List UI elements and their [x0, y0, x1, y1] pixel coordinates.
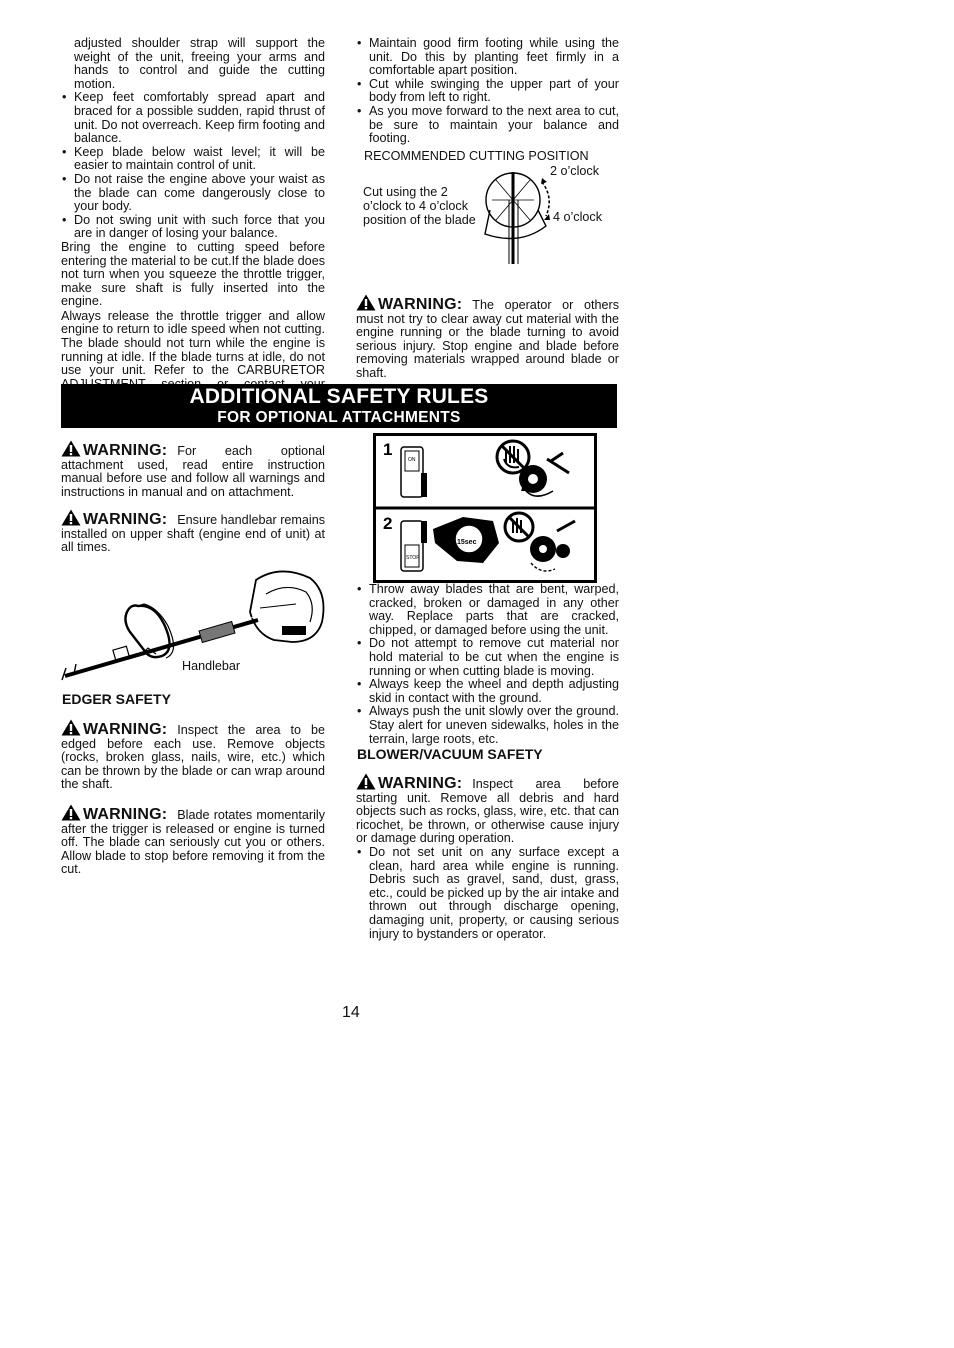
left-top-column [61, 37, 325, 405]
edger-safety-heading: EDGER SAFETY [62, 691, 171, 707]
cutting-position-caption: Cut using the 2 o’clock to 4 o’clock position of the blade [363, 185, 476, 227]
list-item: • Do not set unit on any surface except a clean, hard area while engine is running. Debris such as gravel, sand, dust, grass, etc., could be picked up by the air intake and thrown out through discharge opening, damaging unit, property, or causing serious injury to bystanders or operator. [356, 846, 619, 941]
footing-bullets [356, 37, 619, 146]
blower-vacuum-heading: BLOWER/VACUUM SAFETY [357, 746, 543, 762]
warning-label: WARNING: [83, 806, 168, 823]
two-oclock-label: 2 o’clock [550, 164, 599, 178]
cutting-position-title: RECOMMENDED CUTTING POSITION [364, 149, 589, 163]
warning-icon [61, 440, 81, 457]
attachment-warning [61, 440, 325, 499]
cutting-position-illustration [480, 160, 560, 268]
warning-label: WARNING: [83, 442, 168, 459]
warning-text: Ensure handlebar remains installed on upper shaft (engine end of unit) at all times. [61, 513, 325, 555]
banner-title: ADDITIONAL SAFETY RULES [189, 385, 489, 408]
banner-subtitle: FOR OPTIONAL ATTACHMENTS [217, 409, 461, 426]
list-item: • Maintain good firm footing while using the unit. Do this by planting feet firmly in a comfortable apart position. [356, 37, 619, 78]
edger-inspect-warning [61, 719, 325, 792]
blade-rotation-warning [61, 804, 325, 877]
warning-label: WARNING: [83, 511, 168, 528]
warning-icon [61, 804, 81, 821]
clear-material-warning [356, 294, 619, 381]
blower-inspect-warning [356, 773, 619, 941]
switch-on-label: ON [408, 457, 416, 463]
panel-number: 1 [383, 440, 393, 459]
page-number: 14 [342, 1004, 360, 1021]
handlebar-label: Handlebar [182, 659, 241, 673]
right-bottom-column [356, 583, 619, 746]
warning-icon [61, 509, 81, 526]
switch-stop-label: STOP [406, 555, 420, 561]
warning-text: Blade rotates momentarily after the trigger is released or engine is turned off. The blade can seriously cut you or others. Allow blade to stop before removing it from the cut. [61, 808, 325, 877]
warning-label: WARNING: [378, 775, 463, 792]
warning-label: WARNING: [378, 296, 463, 313]
idle-paragraph: Always release the throttle trigger and allow engine to return to idle speed when not cutting. The blade should not turn while the engine is running at idle. If the blade turns at idle, do not use your unit. Refer to the CARBURETOR [61, 308, 325, 378]
cutting-speed-paragraph: Bring the engine to cutting speed before entering the material to be cut.If the blade does not turn when you squeeze the throttle trigger, make sure shaft is fully inserted into the engine. [61, 239, 325, 309]
warning-icon [356, 773, 376, 790]
handling-bullets [61, 91, 325, 241]
four-oclock-label: 4 o’clock [553, 210, 602, 224]
list-item: • As you move forward to the next area to cut, be sure to maintain your balance and footing. [356, 105, 619, 146]
list-item: • Always keep the wheel and depth adjusting skid in contact with the ground. [356, 678, 619, 705]
list-item: • Keep feet comfortably spread apart and braced for a possible sudden, rapid thrust of unit. Do not overreach. Keep firm footing and balance. [61, 91, 325, 145]
warning-text: Inspect the area to be edged before each use. Remove objects (rocks, broken glass, nails, wire, etc.) which can be thrown by the blade or can wrap around the shaft. [61, 723, 325, 792]
panel-number: 2 [383, 514, 393, 533]
strap-paragraph: adjusted shoulder strap will support the weight of the unit, freeing your arms and hands to control and guide the cutting motion. [74, 36, 325, 91]
list-item: • Cut while swinging the upper part of your body from left to right. [356, 78, 619, 105]
warning-label: WARNING: [83, 721, 168, 738]
list-item: • Do not raise the engine above your waist as the blade can come dangerously close to your body. [61, 173, 325, 214]
handlebar-warning [61, 509, 325, 555]
warning-text: The operator or others must not try to clear away cut material with the engine running or the blade turning to avoid serious injury. Stop engine and blade before removing materials wrapped around blade or shaft. [356, 298, 619, 380]
blower-bullets [356, 846, 619, 941]
timer-label: 15sec [457, 539, 477, 546]
section-banner [61, 384, 617, 428]
right-top-column [356, 37, 619, 146]
warning-icon [61, 719, 81, 736]
engine-stop-illustration [373, 433, 597, 583]
warning-icon [356, 294, 376, 311]
warning-text: Inspect area before starting unit. Remove all debris and hard objects such as rocks, glass, wire, etc. that can ricochet, be thrown, or otherwise cause injury or damage during operation. [356, 777, 619, 846]
blade-bullets [356, 583, 619, 746]
list-item: • Always push the unit slowly over the ground. Stay alert for uneven sidewalks, holes in the terrain, large roots, etc. [356, 705, 619, 746]
list-item: • Keep blade below waist level; it will be easier to maintain control of unit. [61, 146, 325, 173]
warning-text: For each optional attachment used, read entire instruction manual before use and follow all warnings and instructions in manual and on attachment. [61, 444, 325, 499]
list-item: • Do not swing unit with such force that you are in danger of losing your balance. [61, 214, 325, 241]
list-item: • Throw away blades that are bent, warped, cracked, broken or damaged in any other way. Replace parts that are cracked, chipped, or damaged before using the unit. [356, 583, 619, 637]
list-item: • Do not attempt to remove cut material nor hold material to be cut when the engine is running or when cutting blade is moving. [356, 637, 619, 678]
